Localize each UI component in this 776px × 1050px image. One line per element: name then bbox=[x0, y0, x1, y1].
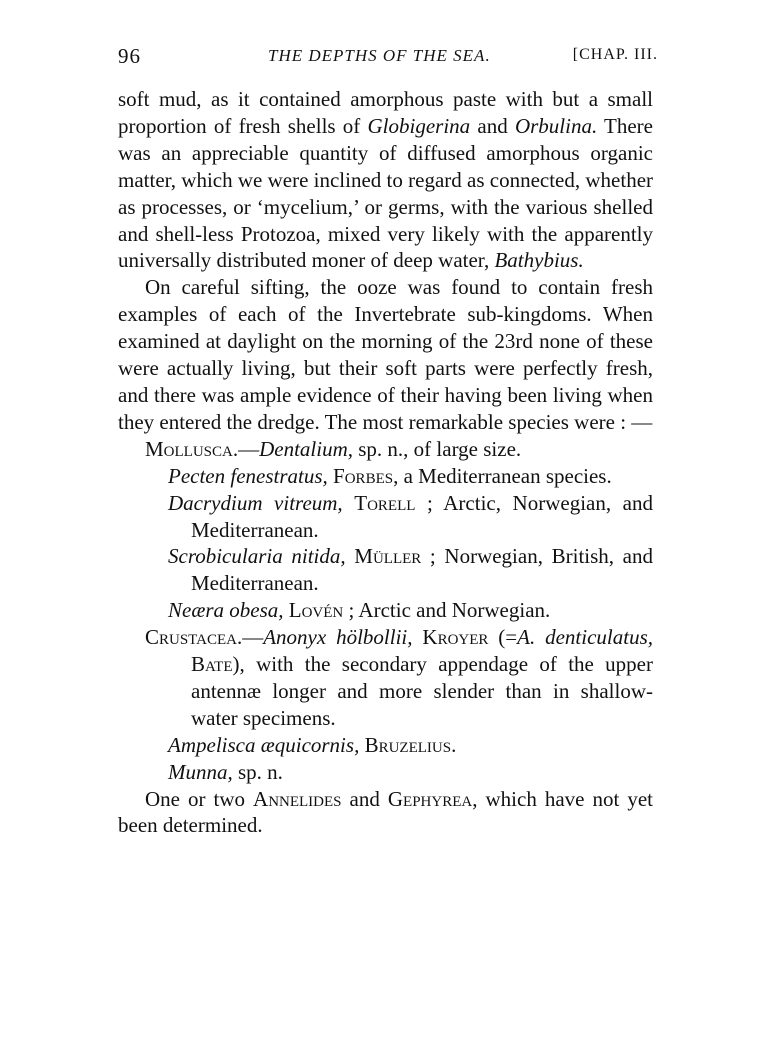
species-munna: Munna, sp. n. bbox=[168, 759, 283, 784]
species-ampelisca: Ampelisca æquicornis, Bruzelius. bbox=[168, 732, 457, 757]
running-title: THE DEPTHS OF THE SEA. bbox=[268, 46, 491, 65]
paragraph-closing: One or two Annelides and Gephyrea, which have not yet been determined. bbox=[118, 786, 653, 838]
species-pecten: Pecten fenestratus, Forbes, a Mediterranean species. bbox=[168, 463, 612, 488]
species-mollusca: Mollusca.—Dentalium, sp. n., of large size. bbox=[145, 436, 522, 461]
paragraph-sifting: On careful sifting, the ooze was found to contain fresh examples of each of the Invertebrate sub-kingdoms. When examined at daylight on the morning of the 23rd none of these were actually living, but their soft parts were perfectly fresh, and there was ample evidence of their having been living when they entered the dredge. The most remarkable species were : — bbox=[118, 275, 653, 434]
running-header bbox=[118, 44, 658, 74]
species-crustacea: Crustacea.—Anonyx hölbollii, Kroyer (=A. denticulatus, Bate), with the secondary appendage of the upper antennæ longer and more slender than in shallow-water specimens. bbox=[145, 625, 653, 730]
species-dacrydium: Dacrydium vitreum, Torell ; Arctic, Norwegian, and Mediterranean. bbox=[168, 490, 653, 542]
page-number: 96 bbox=[118, 44, 141, 68]
species-scrobicularia: Scrobicularia nitida, Müller ; Norwegian, British, and Mediterranean. bbox=[168, 544, 654, 596]
paragraph-continued: soft mud, as it contained amorphous paste with but a small proportion of fresh shells of Globigerina and Orbulina. There was an appreciable quantity of diffused amorphous organic matter, which we were inclined to regard as connected, whether as processes, or ‘mycelium,’ or germs, with the various shelled and shell-less Protozoa, mixed very likely with the apparently universally distributed moner of deep water, Bathybius. bbox=[118, 87, 654, 273]
chapter-label: [CHAP. III. bbox=[572, 46, 658, 63]
species-neaera: Neæra obesa, Lovén ; Arctic and Norwegian. bbox=[168, 598, 551, 623]
page-body bbox=[118, 86, 653, 839]
